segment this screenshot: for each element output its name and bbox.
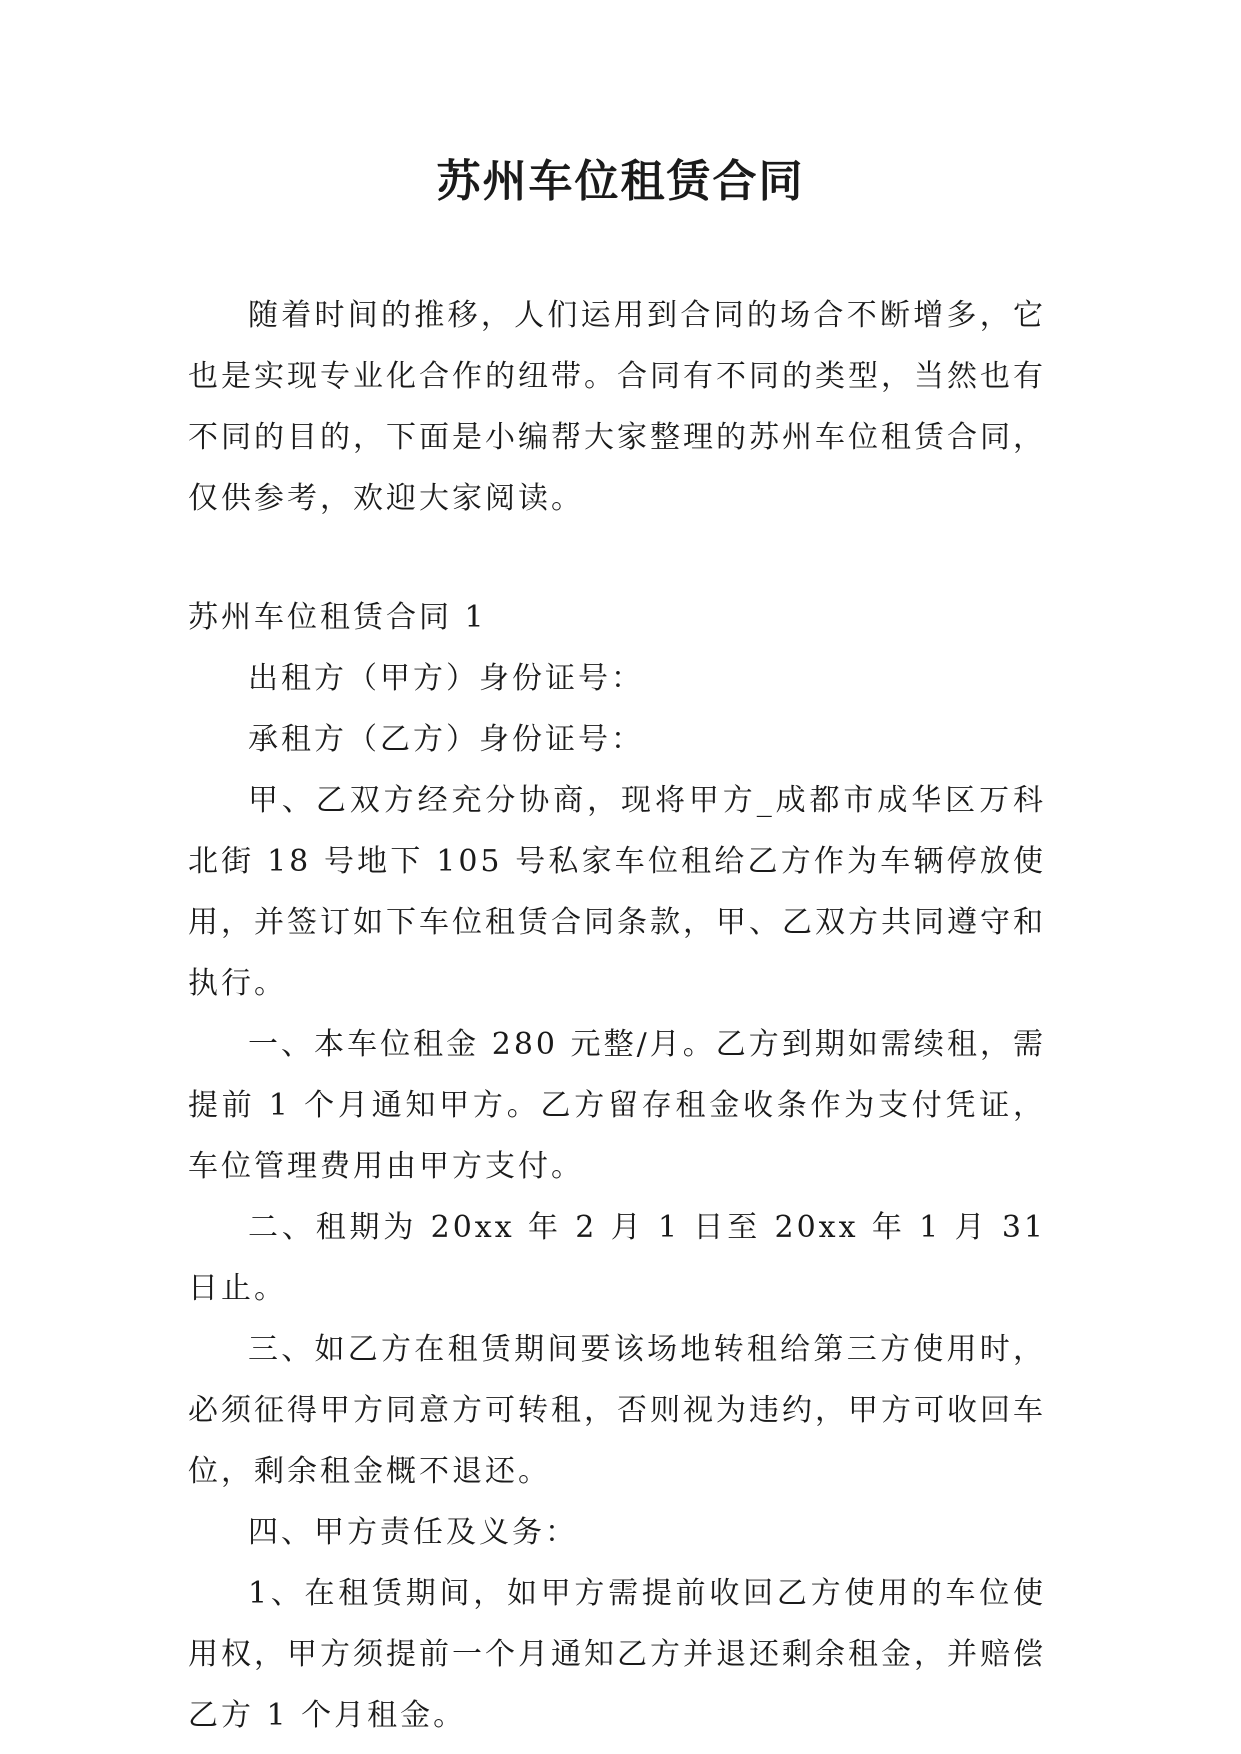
- document-title: 苏州车位租赁合同: [436, 156, 805, 207]
- clause-term: 二、租期为 20xx 年 2 月 1 日至 20xx 年 1 月 31 日止。: [188, 1210, 1046, 1306]
- section-spacer: [188, 529, 1046, 587]
- clause-sublease: 三、如乙方在租赁期间要该场地转租给第三方使用时，必须征得甲方同意方可转租，否则视为违约，甲方可收回车位，剩余租金概不退还。: [188, 1332, 1046, 1489]
- intro-paragraph: 随着时间的推移，人们运用到合同的场合不断增多，它也是实现专业化合作的纽带。合同有不同的类型，当然也有不同的目的，下面是小编帮大家整理的苏州车位租赁合同，仅供参考，欢迎大家阅读。: [188, 298, 1046, 516]
- clause-lessor-duties-heading: 四、甲方责任及义务：: [248, 1515, 578, 1550]
- agreement-paragraph: 甲、乙双方经充分协商，现将甲方_成都市成华区万科北街 18 号地下 105 号私家车位租给乙方作为车辆停放使用，并签订如下车位租赁合同条款，甲、乙双方共同遵守和执行。: [188, 783, 1046, 1001]
- clause-rent: 一、本车位租金 280 元整/月。乙方到期如需续租，需提前 1 个月通知甲方。乙方留存租金收条作为支付凭证，车位管理费用由甲方支付。: [188, 1027, 1046, 1184]
- document-body: [188, 285, 1046, 1746]
- lessor-id-line: 出租方（甲方）身份证号：: [248, 661, 644, 696]
- section-heading: 苏州车位租赁合同 1: [188, 600, 487, 635]
- clause-lessor-duty-1: 1、在租赁期间，如甲方需提前收回乙方使用的车位使用权，甲方须提前一个月通知乙方并退还剩余租金，并赔偿乙方 1 个月租金。: [188, 1576, 1046, 1733]
- lessee-id-line: 承租方（乙方）身份证号：: [248, 722, 644, 757]
